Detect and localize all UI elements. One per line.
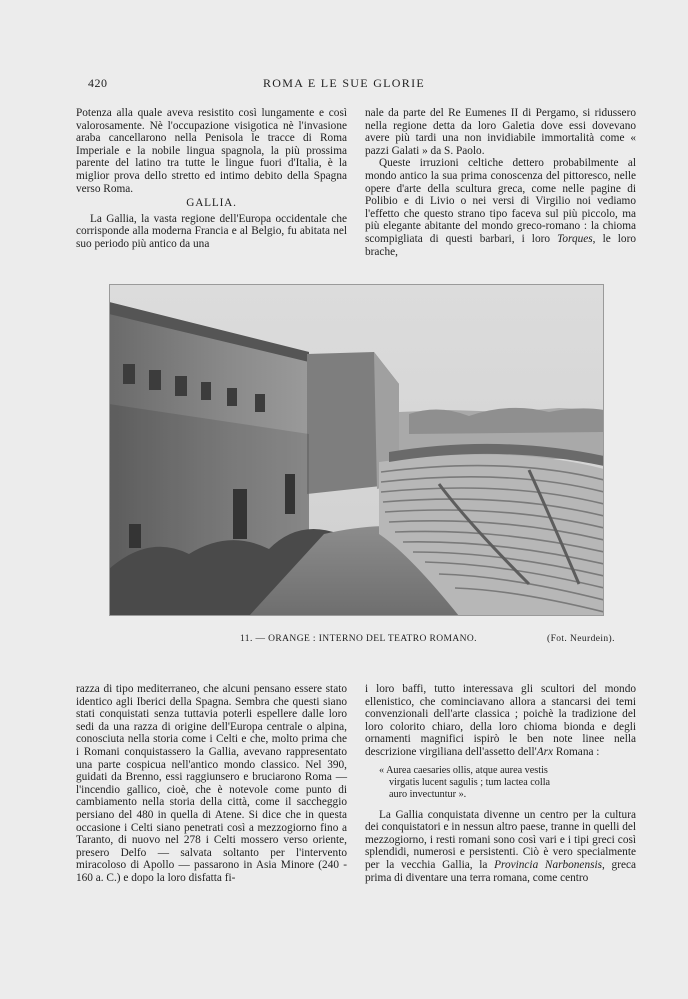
verse-quotation [365,765,636,801]
italic-term: Provincia Narbonensis [494,858,603,871]
paragraph: La Gallia, la vasta regione dell'Europa occidentale che corrisponde alla moderna Francia e al Belgio, fu abitata nel suo periodo più antico da una [76,212,347,250]
verse-line: « Aurea caesaries ollis, atque aurea vestis [379,764,548,776]
paragraph [365,157,636,258]
italic-term: Arx [536,745,554,758]
text-run: Romana : [553,745,600,758]
column-top-left [76,107,347,251]
running-title: ROMA E LE SUE GLORIE [263,76,425,90]
verse-line: auro invectuntur ». [389,788,467,800]
paragraph: razza di tipo mediterraneo, che alcuni pensano essere stato identico agli Iberici della Spagna. Sembra che questi siano stati conquistati senza tuttavia poterli espellere dalle loro sedi da una razza di origine dell'Europa centrale o alpina, conosciuta nella storia come i Celti e che, molto prima che i Romani conquistassero la Gallia, avevano rappresentato una parte cospicua nell'antico mondo classico. Nel 390, guidati da Brenno, essi raggiunsero e bruciarono Roma — l'incendio gallico, cioè, che è notevole come punto di cambiamento nella storia della città, come il saccheggio persiano del 480 in quella di Atene. Si dice che in questa occasione i Celti siano penetrati così a mezzogiorno fino a Taranto, di nuovo nel 278 i Celti mossero verso oriente, presero Delfo — salvata soltanto per l'intervento miracoloso di Apollo — passarono in Asia Minore (240 - 160 a. C.) e dopo la loro disfatta fi- [76,683,347,884]
page-number: 420 [88,76,108,90]
italic-term: Torques [557,232,593,245]
paragraph [365,683,636,759]
theater-photograph [109,284,604,616]
paragraph: Potenza alla quale aveva resistito così lungamente e così valorosamente. Nè l'occupazione visigotica nè l'invasione araba cancellarono nella Penisola le tracce di Roma Imperiale e la nobile lingua spagnola, la più prossima parente del latino tra tutte le lingue fuori d'Italia, è la miglior prova dello stretto ed intimo debito della Spagna verso Roma. [76,107,347,195]
text-run: , le loro brache, [365,232,636,258]
caption-text: 11. — ORANGE : INTERNO DEL TEATRO ROMANO. [240,634,477,644]
text-run: La Gallia conquistata divenne un centro per la cultura dei conquistatori e in nessun altro paese, tranne in quelli del mezzogiorno, i resti romani sono così vari e i tipi greci così splendidi, numerosi e persistenti. Ciò è vero specialmente per la vecchia Gallia, la [365,808,636,871]
section-heading: GALLIA. [186,197,237,210]
column-bottom-left [76,683,347,885]
column-bottom-right [365,683,636,884]
photo-credit: (Fot. Neurdein). [547,634,615,644]
column-top-right [365,107,636,258]
verse-line: virgatis lucent sagulis ; tum lactea colla [389,776,551,788]
paragraph: nale da parte del Re Eumenes II di Pergamo, si ridussero nella regione detta da loro Galetia dove essi dovevano avere più tardi una non invidiabile immortalità come « pazzi Galati » da S. Paolo. [365,107,636,157]
text-run: , greca prima di diventare una terra romana, come centro [365,858,636,884]
text-run: i loro baffi, tutto interessava gli scultori del mondo ellenistico, che cominciavano allora a stancarsi dei temi convenzionali dell'arte classica ; poichè la tradizione del loro colorito chiaro, della loro chioma bionda e degli ornamenti magnifici ispirò le ben note linee nella descrizione virgiliana dell'assetto dell' [365,683,636,758]
distant-trees [409,408,604,434]
paragraph [365,809,636,885]
text-run: Queste irruzioni celtiche dettero probabilmente al mondo antico la sua prima conoscenza del pittoresco, nelle opere d'arte della scultura greca, come nelle pagine di Polibio e di Livio o nei versi di Virgilio noi vediamo l'effetto che questo strano tipo faceva sul più piccolo, ma più elegante abitante del mondo greco-romano : la chioma scompigliata di questi barbari, i loro [365,157,636,245]
